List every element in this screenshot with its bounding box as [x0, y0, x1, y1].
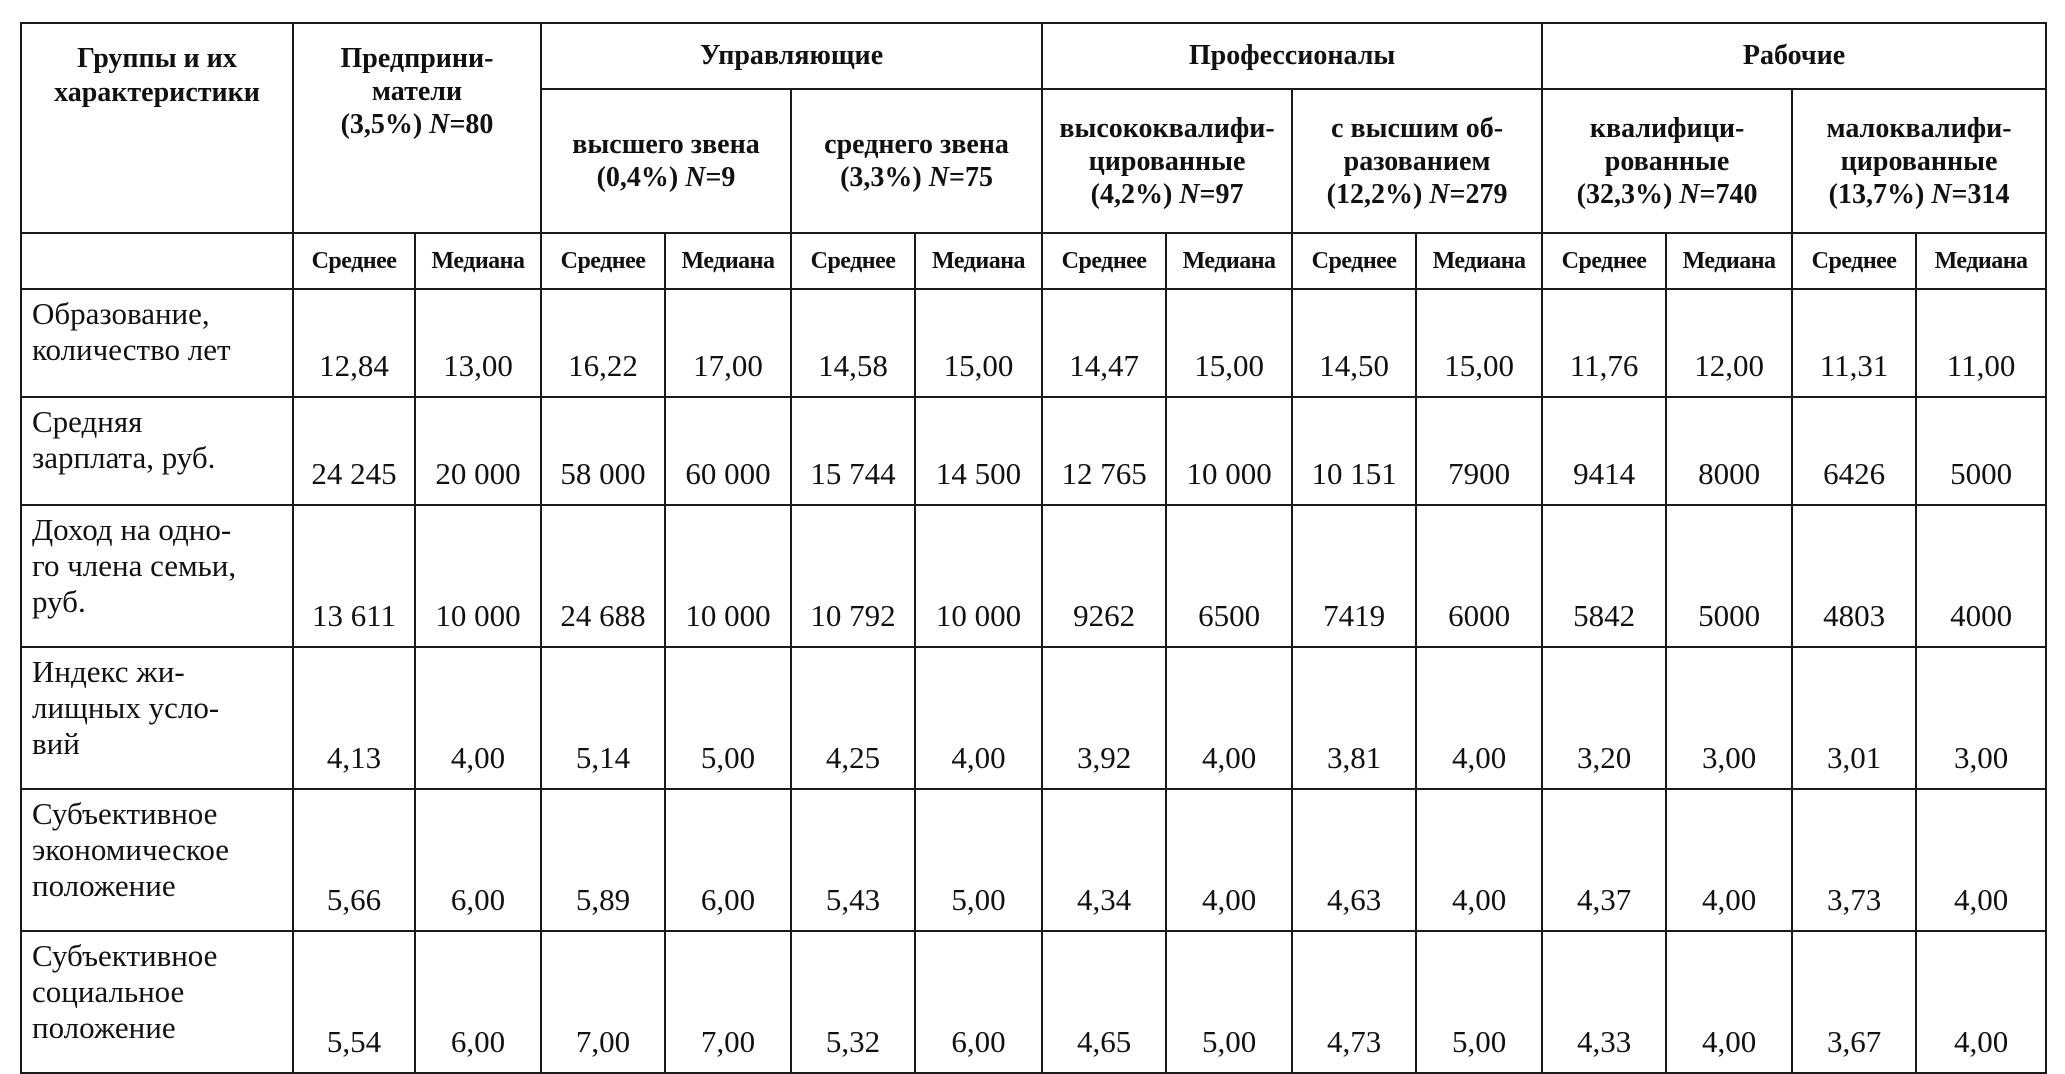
table-cell: 60 000 [665, 397, 791, 505]
table-cell: 5,00 [915, 789, 1042, 931]
table-row [21, 397, 2046, 505]
table-cell: 24 688 [541, 505, 665, 647]
table-cell: 7,00 [665, 931, 791, 1073]
table-cell: 3,01 [1792, 647, 1916, 789]
row-label: Индекс жи- лищных усло- вий [21, 647, 293, 789]
table-cell: 12,84 [293, 289, 415, 397]
table-container [20, 22, 2047, 1074]
table-row [21, 505, 2046, 647]
table-row [21, 289, 2046, 397]
table-cell: 20 000 [415, 397, 541, 505]
table-cell: 6500 [1166, 505, 1292, 647]
table-cell: 10 000 [665, 505, 791, 647]
group-name-professionaly: Профессионалы [1188, 40, 1396, 71]
subgroup-header-vysokokvalificirovannye [1042, 89, 1292, 233]
stat-header-mean: Среднее [541, 233, 665, 289]
table-cell: 5,54 [293, 931, 415, 1073]
subgroup-name: с высшим об- разованием [1331, 112, 1504, 177]
group-header-rabochie [1542, 23, 2046, 89]
subgroup-name: высшего звена [572, 129, 760, 160]
table-cell: 9262 [1042, 505, 1166, 647]
table-cell: 4,00 [1666, 789, 1792, 931]
table-cell: 6,00 [415, 789, 541, 931]
table-cell: 7419 [1292, 505, 1416, 647]
table-cell: 6000 [1416, 505, 1542, 647]
table-cell: 4,13 [293, 647, 415, 789]
subgroup-header-malokvalificirovannye [1792, 89, 2046, 233]
table-cell: 9414 [1542, 397, 1666, 505]
group-header-predprinimateli [293, 23, 541, 233]
table-cell: 4,65 [1042, 931, 1166, 1073]
table-cell: 5,00 [1416, 931, 1542, 1073]
table-cell: 17,00 [665, 289, 791, 397]
table-cell: 5,32 [791, 931, 915, 1073]
stat-header-mean: Среднее [1542, 233, 1666, 289]
table-cell: 4,25 [791, 647, 915, 789]
table-cell: 4,63 [1292, 789, 1416, 931]
subgroup-header-srednego-zvena [791, 89, 1042, 233]
table-cell: 7900 [1416, 397, 1542, 505]
table-cell: 3,73 [1792, 789, 1916, 931]
row-label: Субъективное социальное положение [21, 931, 293, 1073]
data-table [20, 22, 2047, 1074]
subgroup-header-s-vysshim-obrazovaniem [1292, 89, 1542, 233]
subgroup-stats: (0,4%) N=9 [596, 162, 736, 193]
table-cell: 13,00 [415, 289, 541, 397]
table-cell: 5000 [1666, 505, 1792, 647]
table-cell: 10 000 [1166, 397, 1292, 505]
stat-header-median: Медиана [1416, 233, 1542, 289]
table-cell: 10 000 [915, 505, 1042, 647]
table-cell: 7,00 [541, 931, 665, 1073]
stat-header-mean: Среднее [293, 233, 415, 289]
table-cell: 6426 [1792, 397, 1916, 505]
table-cell: 13 611 [293, 505, 415, 647]
table-cell: 4,00 [1416, 647, 1542, 789]
stat-header-median: Медиана [1166, 233, 1292, 289]
table-cell: 3,81 [1292, 647, 1416, 789]
table-row [21, 931, 2046, 1073]
table-cell: 11,31 [1792, 289, 1916, 397]
table-cell: 4,37 [1542, 789, 1666, 931]
table-cell: 3,92 [1042, 647, 1166, 789]
group-stats-predprinimateli: (3,5%) N=80 [340, 109, 494, 140]
row-label-header [21, 23, 293, 233]
row-label: Образование, количество лет [21, 289, 293, 397]
table-cell: 12,00 [1666, 289, 1792, 397]
table-cell: 11,00 [1916, 289, 2046, 397]
table-cell: 4,00 [915, 647, 1042, 789]
table-cell: 3,00 [1916, 647, 2046, 789]
table-cell: 3,67 [1792, 931, 1916, 1073]
table-cell: 15 744 [791, 397, 915, 505]
table-cell: 5,14 [541, 647, 665, 789]
table-cell: 24 245 [293, 397, 415, 505]
subgroup-stats: (4,2%) N=97 [1090, 178, 1244, 210]
table-cell: 4803 [1792, 505, 1916, 647]
stat-header-median: Медиана [415, 233, 541, 289]
table-cell: 14,58 [791, 289, 915, 397]
table-cell: 5,00 [1166, 931, 1292, 1073]
table-cell: 4,00 [1666, 931, 1792, 1073]
group-name-predprinimateli: Предприни- матели [340, 43, 494, 107]
table-cell: 6,00 [665, 789, 791, 931]
stat-header-median: Медиана [915, 233, 1042, 289]
table-cell: 3,20 [1542, 647, 1666, 789]
table-cell: 58 000 [541, 397, 665, 505]
table-cell: 4000 [1916, 505, 2046, 647]
row-label: Средняя зарплата, руб. [21, 397, 293, 505]
table-cell: 4,00 [1166, 647, 1292, 789]
stat-header-median: Медиана [1666, 233, 1792, 289]
table-cell: 14,50 [1292, 289, 1416, 397]
table-cell: 10 792 [791, 505, 915, 647]
table-cell: 4,00 [1916, 931, 2046, 1073]
subgroup-name: высококвалифи- цированные [1059, 112, 1275, 177]
table-cell: 4,34 [1042, 789, 1166, 931]
table-cell: 4,00 [415, 647, 541, 789]
stat-header-median: Медиана [1916, 233, 2046, 289]
subgroup-stats: (12,2%) N=279 [1326, 178, 1508, 210]
stat-header-mean: Среднее [1792, 233, 1916, 289]
table-cell: 6,00 [415, 931, 541, 1073]
group-name-upravlyayushchie: Управляющие [699, 40, 884, 71]
table-cell: 14,47 [1042, 289, 1166, 397]
subgroup-stats: (13,7%) N=314 [1828, 178, 2010, 210]
subgroup-name: малоквалифи- цированные [1826, 112, 2012, 177]
row-label: Субъективное экономическое положение [21, 789, 293, 931]
subgroup-stats: (32,3%) N=740 [1576, 178, 1758, 210]
table-cell: 5,43 [791, 789, 915, 931]
table-cell: 15,00 [1416, 289, 1542, 397]
table-cell: 4,00 [1416, 789, 1542, 931]
subgroup-name: квалифици- рованные [1589, 112, 1745, 177]
table-row [21, 647, 2046, 789]
stat-header-median: Медиана [665, 233, 791, 289]
row-label-header-text: Группы и их характеристики [54, 43, 260, 108]
table-cell: 4,33 [1542, 931, 1666, 1073]
table-cell: 12 765 [1042, 397, 1166, 505]
stat-header-mean: Среднее [1292, 233, 1416, 289]
table-cell: 5,89 [541, 789, 665, 931]
table-cell: 3,00 [1666, 647, 1792, 789]
stat-header-mean: Среднее [791, 233, 915, 289]
table-cell: 4,73 [1292, 931, 1416, 1073]
row-label: Доход на одно- го члена семьи, руб. [21, 505, 293, 647]
table-cell: 16,22 [541, 289, 665, 397]
subgroup-header-kvalificirovannye [1542, 89, 1792, 233]
subgroup-header-vysshego-zvena [541, 89, 791, 233]
table-row [21, 789, 2046, 931]
table-cell: 5,66 [293, 789, 415, 931]
table-cell: 8000 [1666, 397, 1792, 505]
table-cell: 4,00 [1166, 789, 1292, 931]
table-cell: 10 151 [1292, 397, 1416, 505]
subgroup-name: среднего звена [824, 129, 1009, 160]
table-cell: 5000 [1916, 397, 2046, 505]
table-cell: 5842 [1542, 505, 1666, 647]
group-header-upravlyayushchie [541, 23, 1042, 89]
stat-header-empty [21, 233, 293, 289]
table-cell: 15,00 [1166, 289, 1292, 397]
group-header-professionaly [1042, 23, 1542, 89]
table-cell: 4,00 [1916, 789, 2046, 931]
table-cell: 14 500 [915, 397, 1042, 505]
group-name-rabochie: Рабочие [1742, 40, 1846, 71]
stat-header-mean: Среднее [1042, 233, 1166, 289]
table-cell: 6,00 [915, 931, 1042, 1073]
header-row-stats [21, 233, 2046, 289]
table-cell: 15,00 [915, 289, 1042, 397]
subgroup-stats: (3,3%) N=75 [840, 162, 993, 193]
table-cell: 5,00 [665, 647, 791, 789]
table-cell: 10 000 [415, 505, 541, 647]
header-row-groups [21, 23, 2046, 89]
table-cell: 11,76 [1542, 289, 1666, 397]
table-body [21, 289, 2046, 1073]
